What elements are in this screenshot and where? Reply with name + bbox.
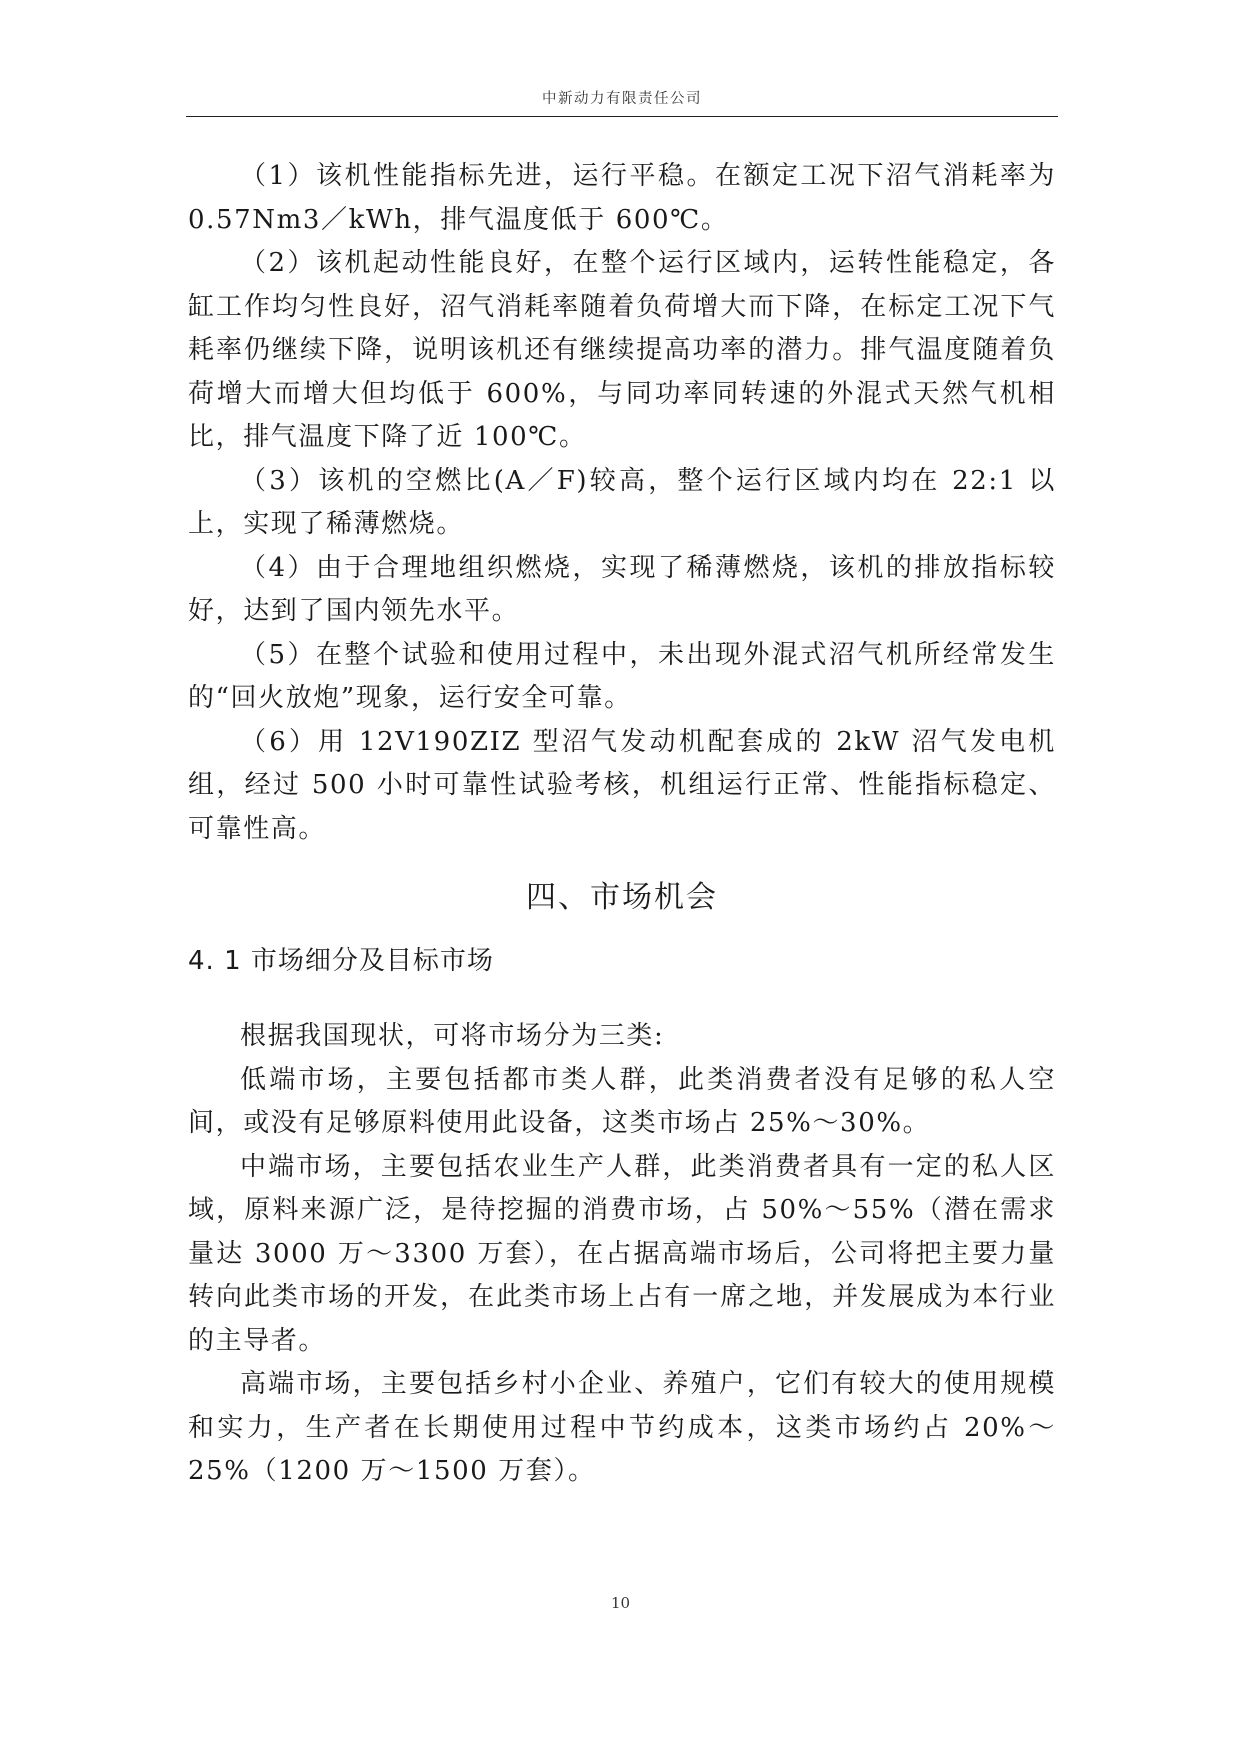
subsection-title: 4. 1 市场细分及目标市场 — [188, 946, 494, 976]
paragraph-market-intro: 根据我国现状，可将市场分为三类: — [240, 1021, 665, 1051]
paragraph-performance-6: （6）用 12V190ZIZ 型沼气发动机配套成的 2kW 沼气发电机组，经过 500 小时可靠性试验考核，机组运行正常、性能指标稳定、可靠性高。 — [188, 726, 1056, 844]
paragraph-market-mid: 中端市场，主要包括农业生产人群，此类消费者具有一定的私人区域，原料来源广泛，是待挖掘的消费市场，占 50%～55%（潜在需求量达 3000 万～3300 万套），在占据高端市场后，公司将把主要力量转向此类市场的开发，在此类市场上占有一席之地，并发展成为本行业的主导者。 — [188, 1151, 1056, 1356]
section-title: 四、市场机会 — [526, 880, 718, 915]
paragraph-market-low: 低端市场，主要包括都市类人群，此类消费者没有足够的私人空间，或没有足够原料使用此设备，这类市场占 25%～30%。 — [188, 1064, 1056, 1138]
paragraph-market-high: 高端市场，主要包括乡村小企业、养殖户，它们有较大的使用规模和实力，生产者在长期使用过程中节约成本，这类市场约占 20%～25%（1200 万～1500 万套）。 — [188, 1369, 1056, 1486]
paragraph-performance-1: （1）该机性能指标先进，运行平稳。在额定工况下沼气消耗率为 0.57Nm3／kWh，排气温度低于 600℃。 — [188, 161, 1056, 235]
paragraph-performance-2: （2）该机起动性能良好，在整个运行区域内，运转性能稳定，各缸工作均匀性良好，沼气消耗率随着负荷增大而下降，在标定工况下气耗率仍继续下降，说明该机还有继续提高功率的潜力。排气温度随着负荷增大而增大但均低于 600%，与同功率同转速的外混式天然气机相比，排气温度下降了近 100℃。 — [188, 248, 1056, 452]
document-body — [188, 155, 1056, 1494]
paragraph-performance-5: （5）在整个试验和使用过程中，未出现外混式沼气机所经常发生的“回火放炮”现象，运行安全可靠。 — [188, 639, 1056, 713]
paragraph-performance-4: （4）由于合理地组织燃烧，实现了稀薄燃烧，该机的排放指标较好，达到了国内领先水平。 — [188, 552, 1056, 626]
page-header: 中新动力有限责任公司 — [186, 84, 1058, 117]
page-number: 10 — [610, 1594, 631, 1612]
paragraph-performance-3: （3）该机的空燃比(A／F)较高，整个运行区域内均在 22:1 以上，实现了稀薄燃烧。 — [188, 465, 1056, 539]
